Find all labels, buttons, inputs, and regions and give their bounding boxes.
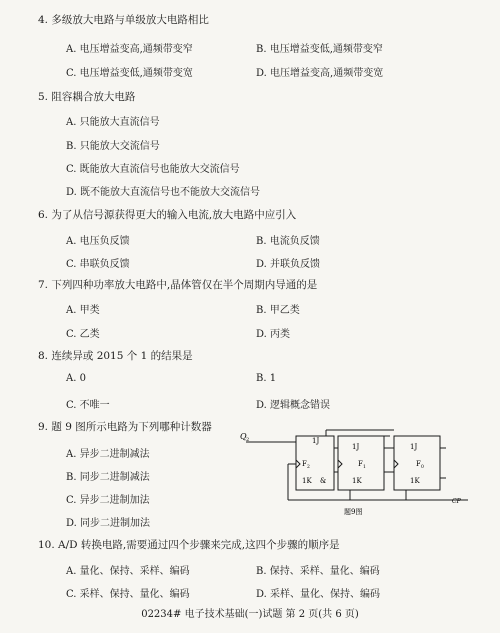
question-4: 4. 多级放大电路与单级放大电路相比 bbox=[38, 14, 209, 26]
q5-option-a: A. 只能放大直流信号 bbox=[66, 117, 160, 128]
ff2-sub: 2 bbox=[307, 465, 310, 470]
q5-option-d: D. 既不能放大直流信号也不能放大交流信号 bbox=[66, 187, 261, 198]
q8-option-a: A. 0 bbox=[66, 373, 86, 384]
q4-option-a: A. 电压增益变高,通频带变窄 bbox=[66, 44, 193, 55]
q10-option-b: B. 保持、采样、量化、编码 bbox=[256, 566, 380, 577]
figure-9-caption: 题9图 bbox=[344, 508, 363, 516]
q9-option-d: D. 同步二进制加法 bbox=[66, 518, 151, 529]
q4-option-b: B. 电压增益变低,通频带变窄 bbox=[256, 44, 383, 55]
question-10: 10. A/D 转换电路,需要通过四个步骤来完成,这四个步骤的顺序是 bbox=[38, 539, 340, 551]
ff2-name: F bbox=[302, 460, 307, 468]
ff1-name: F bbox=[358, 460, 363, 468]
q6-option-a: A. 电压负反馈 bbox=[66, 236, 130, 247]
q8-option-c: C. 不唯一 bbox=[66, 400, 110, 411]
ff0-k: 1K bbox=[410, 477, 420, 485]
question-7: 7. 下列四种功率放大电路中,晶体管仅在半个周期内导通的是 bbox=[38, 279, 318, 291]
q10-option-a: A. 量化、保持、采样、编码 bbox=[66, 566, 190, 577]
ff0-sub: 0 bbox=[421, 465, 424, 470]
cp-label: CP bbox=[452, 498, 461, 505]
q6-option-c: C. 串联负反馈 bbox=[66, 259, 130, 270]
ff1-j: 1J bbox=[352, 443, 360, 451]
question-6: 6. 为了从信号源获得更大的输入电流,放大电路中应引入 bbox=[38, 209, 297, 221]
q4-option-c: C. 电压增益变低,通频带变宽 bbox=[66, 68, 193, 79]
question-8: 8. 连续异或 2015 个 1 的结果是 bbox=[38, 350, 193, 362]
page-footer: 02234# 电子技术基础(一)试题 第 2 页(共 6 页) bbox=[141, 609, 359, 620]
q4-option-d: D. 电压增益变高,通频带变宽 bbox=[256, 68, 384, 79]
q2-label: Q bbox=[240, 432, 247, 441]
q8-option-b: B. 1 bbox=[256, 373, 277, 384]
q8-option-d: D. 逻辑概念错误 bbox=[256, 400, 331, 411]
q10-option-c: C. 采样、保持、量化、编码 bbox=[66, 589, 190, 600]
q7-option-b: B. 甲乙类 bbox=[256, 305, 300, 316]
q5-option-c: C. 既能放大直流信号也能放大交流信号 bbox=[66, 164, 240, 175]
question-9: 9. 题 9 图所示电路为下列哪种计数器 bbox=[38, 421, 212, 433]
ff0-j: 1J bbox=[410, 443, 418, 451]
ff2-k: 1K bbox=[302, 477, 312, 485]
q9-option-a: A. 异步二进制减法 bbox=[66, 449, 150, 460]
figure-9-counter-circuit bbox=[240, 428, 476, 520]
q7-option-c: C. 乙类 bbox=[66, 329, 100, 340]
and-gate-symbol: & bbox=[320, 477, 327, 485]
q5-option-b: B. 只能放大交流信号 bbox=[66, 141, 160, 152]
ff2-j: 1J bbox=[312, 437, 320, 445]
ff1-sub: 1 bbox=[363, 465, 366, 470]
q2-sub: 2 bbox=[246, 437, 250, 443]
ff0-name: F bbox=[416, 460, 421, 468]
ff1-k: 1K bbox=[352, 477, 362, 485]
q7-option-a: A. 甲类 bbox=[66, 305, 100, 316]
q9-option-c: C. 异步二进制加法 bbox=[66, 495, 150, 506]
q7-option-d: D. 丙类 bbox=[256, 329, 291, 340]
q6-option-d: D. 并联负反馈 bbox=[256, 259, 321, 270]
q6-option-b: B. 电流负反馈 bbox=[256, 236, 320, 247]
question-5: 5. 阻容耦合放大电路 bbox=[38, 91, 136, 103]
q10-option-d: D. 采样、量化、保持、编码 bbox=[256, 589, 381, 600]
q9-option-b: B. 同步二进制减法 bbox=[66, 472, 150, 483]
